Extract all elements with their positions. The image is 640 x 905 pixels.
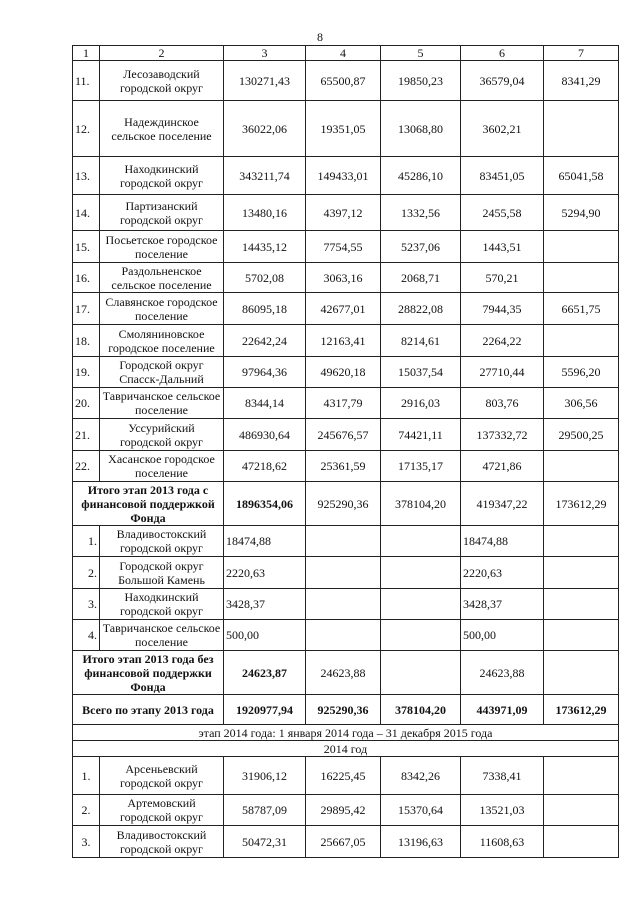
cell-region: 28822,08 xyxy=(381,293,461,325)
cell-region: 378104,20 xyxy=(381,482,461,526)
cell-other: 173612,29 xyxy=(544,695,619,725)
cell-total: 24623,87 xyxy=(224,651,306,695)
cell-local: 419347,22 xyxy=(461,482,544,526)
row-num: 1. xyxy=(73,757,100,795)
cell-total: 13480,16 xyxy=(224,195,306,231)
cell-total: 5702,08 xyxy=(224,263,306,293)
cell-local: 83451,05 xyxy=(461,157,544,195)
row-num: 1. xyxy=(73,526,100,557)
cell-other: 29500,25 xyxy=(544,419,619,451)
row-num: 3. xyxy=(73,826,100,858)
table-row xyxy=(73,388,619,419)
table-row xyxy=(73,526,619,557)
cell-region: 17135,17 xyxy=(381,451,461,482)
col-number-3: 3 xyxy=(224,46,306,61)
cell-local: 3602,21 xyxy=(461,101,544,157)
total-label: Всего по этапу 2013 года xyxy=(73,695,224,725)
row-name: Партизанский городской округ xyxy=(100,195,224,231)
cell-total: 486930,64 xyxy=(224,419,306,451)
row-num: 20. xyxy=(73,388,100,419)
cell-local: 4721,86 xyxy=(461,451,544,482)
stage-2014-row xyxy=(73,725,619,741)
total-label: Итого этап 2013 года без финансовой поддержки Фонда xyxy=(73,651,224,695)
row-num: 16. xyxy=(73,263,100,293)
cell-total: 18474,88 xyxy=(224,526,306,557)
cell-fund: 16225,45 xyxy=(306,757,381,795)
cell-fund: 4317,79 xyxy=(306,388,381,419)
cell-region: 15037,54 xyxy=(381,357,461,388)
cell-region xyxy=(381,557,461,589)
cell-total: 130271,43 xyxy=(224,61,306,101)
total-label: Итого этап 2013 года с финансовой поддержкой Фонда xyxy=(73,482,224,526)
table-row xyxy=(73,419,619,451)
col-number-5: 5 xyxy=(381,46,461,61)
row-name: Городской округ Большой Камень xyxy=(100,557,224,589)
cell-region: 8214,61 xyxy=(381,325,461,357)
cell-local: 27710,44 xyxy=(461,357,544,388)
row-name: Славянское городское поселение xyxy=(100,293,224,325)
cell-other: 65041,58 xyxy=(544,157,619,195)
cell-local: 500,00 xyxy=(461,620,544,651)
cell-local: 7338,41 xyxy=(461,757,544,795)
row-name: Уссурийский городской округ xyxy=(100,419,224,451)
row-num: 3. xyxy=(73,589,100,620)
row-num: 4. xyxy=(73,620,100,651)
cell-other: 5596,20 xyxy=(544,357,619,388)
cell-fund: 29895,42 xyxy=(306,795,381,826)
row-num: 13. xyxy=(73,157,100,195)
column-number-row xyxy=(73,46,619,61)
cell-local: 2455,58 xyxy=(461,195,544,231)
row-num: 12. xyxy=(73,101,100,157)
cell-other: 5294,90 xyxy=(544,195,619,231)
table-row xyxy=(73,757,619,795)
table-row xyxy=(73,795,619,826)
row-name: Артемовский городской округ xyxy=(100,795,224,826)
cell-local: 2264,22 xyxy=(461,325,544,357)
cell-region: 378104,20 xyxy=(381,695,461,725)
cell-total: 58787,09 xyxy=(224,795,306,826)
table-row xyxy=(73,61,619,101)
cell-local: 137332,72 xyxy=(461,419,544,451)
cell-total: 97964,36 xyxy=(224,357,306,388)
cell-fund: 245676,57 xyxy=(306,419,381,451)
cell-region: 13068,80 xyxy=(381,101,461,157)
table-row xyxy=(73,826,619,858)
table-row xyxy=(73,325,619,357)
stage-2014-caption: этап 2014 года: 1 января 2014 года – 31 декабря 2015 года xyxy=(73,725,619,741)
row-name: Тавричанское сельское поселение xyxy=(100,620,224,651)
cell-other xyxy=(544,263,619,293)
cell-other xyxy=(544,526,619,557)
row-name: Раздольненское сельское поселение xyxy=(100,263,224,293)
table-row xyxy=(73,195,619,231)
table-row xyxy=(73,157,619,195)
cell-total: 2220,63 xyxy=(224,557,306,589)
row-name: Городской округ Спасск-Дальний xyxy=(100,357,224,388)
cell-region: 74421,11 xyxy=(381,419,461,451)
cell-fund: 149433,01 xyxy=(306,157,381,195)
cell-fund: 42677,01 xyxy=(306,293,381,325)
cell-total: 86095,18 xyxy=(224,293,306,325)
row-num: 22. xyxy=(73,451,100,482)
row-name: Владивостокский городской округ xyxy=(100,826,224,858)
cell-other xyxy=(544,557,619,589)
cell-total: 50472,31 xyxy=(224,826,306,858)
cell-local: 7944,35 xyxy=(461,293,544,325)
row-num: 14. xyxy=(73,195,100,231)
row-name: Лесозаводский городской округ xyxy=(100,61,224,101)
cell-fund: 25361,59 xyxy=(306,451,381,482)
cell-fund: 25667,05 xyxy=(306,826,381,858)
cell-other xyxy=(544,325,619,357)
cell-local: 3428,37 xyxy=(461,589,544,620)
cell-other xyxy=(544,757,619,795)
cell-fund: 4397,12 xyxy=(306,195,381,231)
cell-region: 13196,63 xyxy=(381,826,461,858)
col-number-1: 1 xyxy=(73,46,100,61)
cell-fund xyxy=(306,557,381,589)
table-row xyxy=(73,557,619,589)
cell-fund: 925290,36 xyxy=(306,482,381,526)
col-number-2: 2 xyxy=(100,46,224,61)
table-row xyxy=(73,293,619,325)
cell-region: 5237,06 xyxy=(381,231,461,263)
row-num: 21. xyxy=(73,419,100,451)
row-num: 18. xyxy=(73,325,100,357)
cell-total: 1920977,94 xyxy=(224,695,306,725)
cell-fund: 65500,87 xyxy=(306,61,381,101)
cell-local: 24623,88 xyxy=(461,651,544,695)
cell-region: 2916,03 xyxy=(381,388,461,419)
table-row xyxy=(73,357,619,388)
table-row xyxy=(73,620,619,651)
cell-other xyxy=(544,651,619,695)
cell-region: 8342,26 xyxy=(381,757,461,795)
cell-local: 570,21 xyxy=(461,263,544,293)
table-row xyxy=(73,451,619,482)
cell-fund: 925290,36 xyxy=(306,695,381,725)
row-num: 11. xyxy=(73,61,100,101)
table-row xyxy=(73,101,619,157)
row-name: Посьетское городское поселение xyxy=(100,231,224,263)
row-name: Арсеньевский городской округ xyxy=(100,757,224,795)
row-name: Находкинский городской округ xyxy=(100,589,224,620)
cell-local: 13521,03 xyxy=(461,795,544,826)
table-row xyxy=(73,263,619,293)
cell-local: 11608,63 xyxy=(461,826,544,858)
cell-local: 18474,88 xyxy=(461,526,544,557)
cell-local: 36579,04 xyxy=(461,61,544,101)
row-num: 19. xyxy=(73,357,100,388)
cell-other: 306,56 xyxy=(544,388,619,419)
row-name: Владивостокский городской округ xyxy=(100,526,224,557)
cell-total: 1896354,06 xyxy=(224,482,306,526)
row-name: Хасанское городское поселение xyxy=(100,451,224,482)
program-table xyxy=(72,45,619,858)
total-stage-row xyxy=(73,695,619,725)
col-number-6: 6 xyxy=(461,46,544,61)
cell-region: 15370,64 xyxy=(381,795,461,826)
cell-fund xyxy=(306,589,381,620)
row-num: 17. xyxy=(73,293,100,325)
cell-local: 443971,09 xyxy=(461,695,544,725)
cell-local: 2220,63 xyxy=(461,557,544,589)
cell-total: 343211,74 xyxy=(224,157,306,195)
year-2014-row xyxy=(73,741,619,757)
cell-fund: 7754,55 xyxy=(306,231,381,263)
page-number: 8 xyxy=(317,30,323,44)
row-num: 15. xyxy=(73,231,100,263)
cell-region: 1332,56 xyxy=(381,195,461,231)
cell-total: 500,00 xyxy=(224,620,306,651)
col-number-7: 7 xyxy=(544,46,619,61)
cell-region: 19850,23 xyxy=(381,61,461,101)
cell-other xyxy=(544,451,619,482)
cell-region xyxy=(381,651,461,695)
cell-local: 803,76 xyxy=(461,388,544,419)
cell-fund: 19351,05 xyxy=(306,101,381,157)
cell-other: 173612,29 xyxy=(544,482,619,526)
row-num: 2. xyxy=(73,795,100,826)
cell-fund: 24623,88 xyxy=(306,651,381,695)
cell-fund xyxy=(306,620,381,651)
cell-total: 3428,37 xyxy=(224,589,306,620)
row-name: Смоляниновское городское поселение xyxy=(100,325,224,357)
cell-total: 8344,14 xyxy=(224,388,306,419)
cell-total: 36022,06 xyxy=(224,101,306,157)
cell-other xyxy=(544,795,619,826)
total-without-fund-row xyxy=(73,651,619,695)
col-number-4: 4 xyxy=(306,46,381,61)
cell-other: 8341,29 xyxy=(544,61,619,101)
cell-region xyxy=(381,526,461,557)
cell-region xyxy=(381,589,461,620)
table-row xyxy=(73,231,619,263)
cell-total: 31906,12 xyxy=(224,757,306,795)
cell-region: 2068,71 xyxy=(381,263,461,293)
year-2014-caption: 2014 год xyxy=(73,741,619,757)
cell-fund xyxy=(306,526,381,557)
cell-fund: 3063,16 xyxy=(306,263,381,293)
cell-local: 1443,51 xyxy=(461,231,544,263)
cell-other xyxy=(544,101,619,157)
cell-other xyxy=(544,826,619,858)
cell-total: 47218,62 xyxy=(224,451,306,482)
cell-region: 45286,10 xyxy=(381,157,461,195)
total-with-fund-row xyxy=(73,482,619,526)
cell-other: 6651,75 xyxy=(544,293,619,325)
cell-total: 22642,24 xyxy=(224,325,306,357)
cell-total: 14435,12 xyxy=(224,231,306,263)
cell-region xyxy=(381,620,461,651)
row-name: Находкинский городской округ xyxy=(100,157,224,195)
cell-fund: 12163,41 xyxy=(306,325,381,357)
cell-other xyxy=(544,231,619,263)
cell-fund: 49620,18 xyxy=(306,357,381,388)
row-name: Тавричанское сельское поселение xyxy=(100,388,224,419)
cell-other xyxy=(544,620,619,651)
table-row xyxy=(73,589,619,620)
cell-other xyxy=(544,589,619,620)
row-num: 2. xyxy=(73,557,100,589)
row-name: Надеждинское сельское поселение xyxy=(100,101,224,157)
